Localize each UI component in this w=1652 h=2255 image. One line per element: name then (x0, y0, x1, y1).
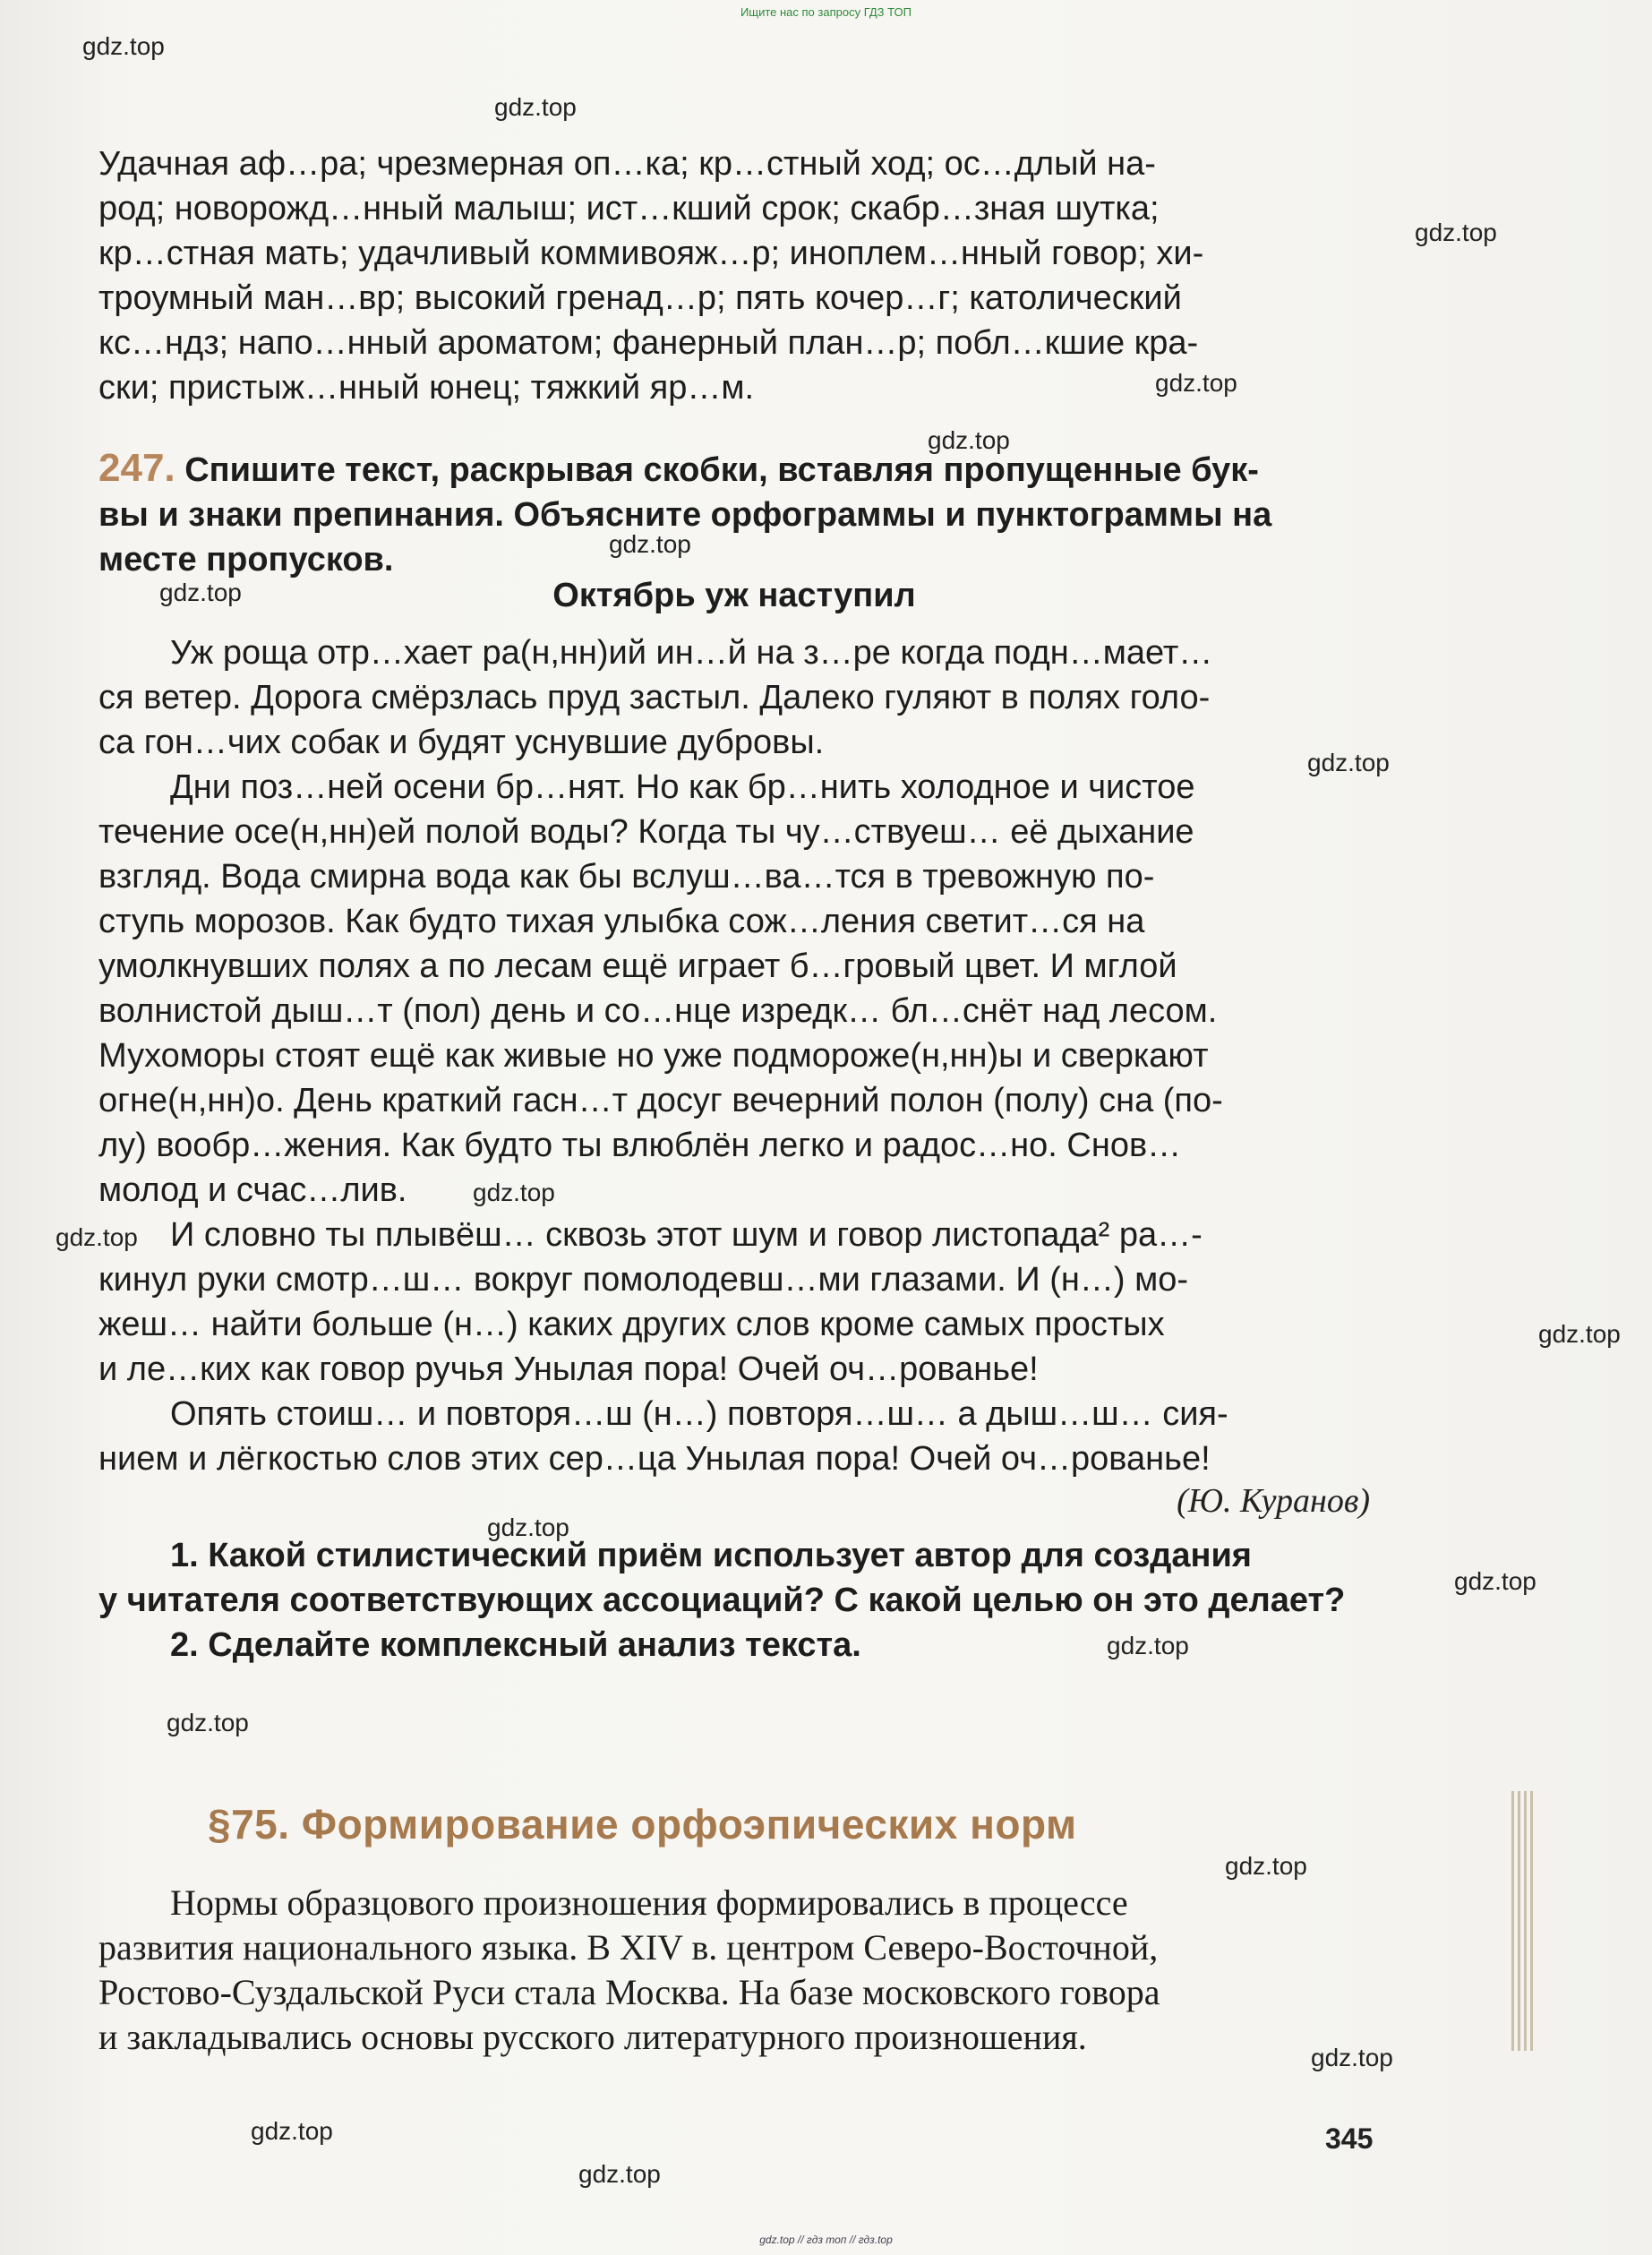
text-line: Уж роща отр…хает ра(н,нн)ий ин…й на з…ре когда подн…мает… (170, 634, 1213, 672)
section-line: Ростово-Суздальской Руси стала Москва. На базе московского говора (98, 1972, 1160, 2012)
text-line: ся ветер. Дорога смёрзлась пруд застыл. Далеко гуляют в полях голо- (98, 679, 1211, 716)
text-line: кр…стная мать; удачливый коммивояж…р; иноплем…нный говор; хи- (98, 235, 1204, 272)
section-line: и закладывались основы русского литературного произношения. (98, 2017, 1087, 2057)
watermark: gdz.top (578, 2160, 661, 2188)
text-line: нием и лёгкостью слов этих сер…ца Унылая пора! Очей оч…рованье! (98, 1440, 1211, 1478)
text-line: троумный ман…вр; высокий гренад…р; пять кочер…г; католический (98, 279, 1182, 317)
watermark: gdz.top (159, 579, 242, 606)
question-line: 2. Сделайте комплексный анализ текста. (170, 1626, 861, 1664)
watermark: gdz.top (1415, 219, 1497, 246)
text-line: волнистой дыш…т (пол) день и со…нце изредк… бл…снёт над лесом. (98, 992, 1218, 1030)
text-line: кинул руки смотр…ш… вокруг помолодевш…ми глазами. И (н…) мо- (98, 1261, 1188, 1299)
text-line: Опять стоиш… и повторя…ш (н…) повторя…ш… а дыш…ш… сия- (170, 1395, 1228, 1433)
text-author: (Ю. Куранов) (1177, 1482, 1370, 1520)
question-line: 1. Какой стилистический приём использует автор для создания (170, 1537, 1252, 1574)
margin-marks (1511, 1791, 1536, 2051)
exercise-number: 247. (98, 446, 175, 490)
text-line: течение осе(н,нн)ей полой воды? Когда ты чу…ствуеш… её дыхание (98, 813, 1194, 851)
watermark: gdz.top (56, 1223, 138, 1251)
question-line: у читателя соответствующих ассоциаций? С какой целью он это делает? (98, 1582, 1346, 1619)
text-line: молод и счас…лив. (98, 1171, 407, 1209)
text-line: и ле…ких как говор ручья Унылая пора! Очей оч…рованье! (98, 1350, 1039, 1388)
text-title: Октябрь уж наступил (552, 577, 916, 614)
text-line: Дни поз…ней осени бр…нят. Но как бр…нить холодное и чистое (170, 768, 1195, 806)
top-search-note: Ищите нас по запросу ГДЗ ТОП (740, 5, 912, 19)
text-line: лу) вообр…жения. Как будто ты влюблён легко и радос…но. Снов… (98, 1127, 1182, 1164)
section-text (98, 1881, 1370, 2060)
text-line: ступь морозов. Как будто тихая улыбка сож…ления светит…ся на (98, 903, 1145, 940)
watermark: gdz.top (82, 32, 165, 60)
page-number: 345 (1325, 2122, 1374, 2155)
text-line: огне(н,нн)о. День краткий гасн…т досуг вечерний полон (полу) сна (по- (98, 1082, 1223, 1119)
text-line: умолкнувших полях а по лесам ещё играет б…гровый цвет. И мглой (98, 947, 1177, 985)
exercise-text (98, 630, 1370, 1481)
text-line: Удачная аф…ра; чрезмерная оп…ка; кр…стный ход; ос…длый на- (98, 145, 1156, 183)
watermark: gdz.top (1225, 1852, 1307, 1880)
section-line: развития национального языка. В XIV в. центром Северо-Восточной, (98, 1927, 1159, 1968)
text-line: кс…ндз; напо…нный ароматом; фанерный план…р; побл…кшие кра- (98, 324, 1199, 362)
watermark: gdz.top (1307, 749, 1390, 776)
watermark: gdz.top (473, 1179, 555, 1206)
text-line: жеш… найти больше (н…) каких других слов кроме самых простых (98, 1306, 1165, 1343)
phrase-list (98, 141, 1370, 410)
exercise-questions (98, 1533, 1370, 1668)
watermark: gdz.top (1107, 1632, 1189, 1659)
text-line: взгляд. Вода смирна вода как бы вслуш…ва…тся в тревожную по- (98, 858, 1155, 896)
task-line: Спишите текст, раскрывая скобки, вставляя пропущенные бук- (184, 451, 1259, 489)
watermark: gdz.top (167, 1709, 249, 1736)
watermark: gdz.top (1155, 369, 1237, 397)
text-line: И словно ты плывёш… сквозь этот шум и говор листопада² ра…- (170, 1216, 1203, 1254)
bottom-note: gdz.top // гдз топ // гдз.top (759, 2234, 893, 2246)
watermark: gdz.top (251, 2117, 333, 2145)
task-line: месте пропусков. (98, 541, 394, 579)
watermark: gdz.top (609, 530, 691, 558)
section-heading: §75. Формирование орфоэпических норм (208, 1801, 1077, 1848)
exercise-task (98, 446, 1370, 582)
watermark: gdz.top (494, 93, 577, 121)
task-line: вы и знаки препинания. Объясните орфограммы и пунктограммы на (98, 496, 1272, 534)
text-line: род; новорожд…нный малыш; ист…кший срок; скабр…зная шутка; (98, 190, 1160, 227)
watermark: gdz.top (1538, 1320, 1621, 1348)
watermark: gdz.top (1311, 2044, 1393, 2071)
watermark: gdz.top (487, 1513, 569, 1541)
text-line: са гон…чих собак и будят уснувшие дубровы. (98, 724, 825, 761)
text-line: ски; пристыж…нный юнец; тяжкий яр…м. (98, 369, 755, 407)
text-line: Мухоморы стоят ещё как живые но уже подмороже(н,нн)ы и сверкают (98, 1037, 1209, 1075)
section-line: Нормы образцового произношения формировались в процессе (170, 1882, 1128, 1923)
watermark: gdz.top (1454, 1567, 1536, 1595)
watermark: gdz.top (928, 426, 1010, 454)
